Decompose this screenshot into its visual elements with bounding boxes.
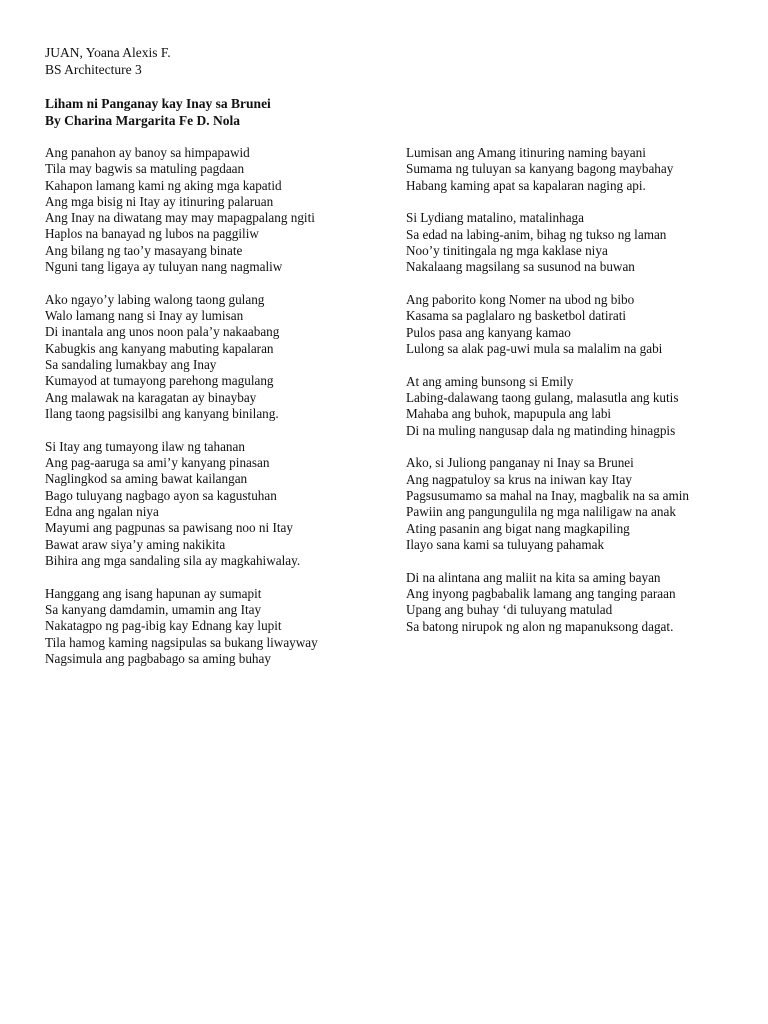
poem-line: Sa sandaling lumakbay ang Inay — [45, 357, 217, 373]
poem-line: Ang panahon ay banoy sa himpapawid — [45, 145, 250, 160]
stanza — [406, 570, 689, 635]
poem-line: Nagsimula ang pagbabago sa aming buhay — [45, 650, 271, 666]
poem-line: Ang malawak na karagatan ay binaybay — [45, 389, 257, 405]
poem-line: Lulong sa alak pag-uwi mula sa malalim na gabi — [406, 340, 663, 356]
poem-line: Si Lydiang matalino, matalinhaga — [406, 210, 584, 226]
poem-line: Hanggang ang isang hapunan ay sumapit — [45, 585, 262, 601]
poem-line: Ang mga bisig ni Itay ay itinuring palaruan — [45, 193, 274, 209]
poem-line: Pulos pasa ang kanyang kamao — [406, 324, 571, 340]
poem-line: Kabugkis ang kanyang mabuting kapalaran — [45, 340, 274, 356]
poem-line: Kumayod at tumayong parehong magulang — [45, 373, 274, 389]
stanza — [406, 374, 689, 439]
stanza — [406, 292, 689, 357]
poem-byline: By Charina Margarita Fe D. Nola — [45, 112, 240, 128]
poem-line: Bago tuluyang nagbago ayon sa kagustuhan — [45, 487, 277, 503]
poem-line: Ako, si Juliong panganay ni Inay sa Brunei — [406, 455, 634, 471]
poem-line: Habang kaming apat sa kapalaran naging api. — [406, 177, 646, 193]
poem-line: Ang nagpatuloy sa krus na iniwan kay Itay — [406, 471, 632, 487]
poem-line: Nguni tang ligaya ay tuluyan nang nagmaliw — [45, 259, 283, 275]
stanza — [45, 586, 318, 667]
poem-column-right — [406, 145, 689, 651]
poem-line: Si Itay ang tumayong ilaw ng tahanan — [45, 438, 245, 454]
title-block — [45, 96, 271, 129]
poem-line: Labing-dalawang taong gulang, malasutla ang kutis — [406, 390, 679, 406]
poem-line: Mahaba ang buhok, mapupula ang labi — [406, 406, 612, 422]
poem-column-left — [45, 145, 318, 684]
poem-line: Ang inyong pagbabalik lamang ang tanging paraan — [406, 586, 676, 602]
stanza — [406, 145, 689, 194]
poem-line: Ilayo sana kami sa tuluyang pahamak — [406, 536, 605, 552]
poem-line: Di inantala ang unos noon pala’y nakaabang — [45, 324, 280, 340]
poem-line: Haplos na banayad ng lubos na paggiliw — [45, 226, 259, 242]
poem-line: Mayumi ang pagpunas sa pawisang noo ni Itay — [45, 520, 293, 536]
poem-line: Ang paborito kong Nomer na ubod ng bibo — [406, 292, 635, 308]
poem-line: Tila hamog kaming nagsipulas sa bukang liwayway — [45, 634, 318, 650]
poem-line: Tila may bagwis sa matuling pagdaan — [45, 161, 245, 177]
poem-line: Ang Inay na diwatang may may mapagpalang ngiti — [45, 210, 315, 226]
poem-line: Kahapon lamang kami ng aking mga kapatid — [45, 177, 282, 193]
poem-line: Lumisan ang Amang itinuring naming bayani — [406, 145, 646, 160]
poem-line: Ating pasanin ang bigat nang magkapiling — [406, 520, 630, 536]
author-name: JUAN, Yoana Alexis F. — [45, 45, 171, 60]
poem-line: Walo lamang nang si Inay ay lumisan — [45, 308, 244, 324]
poem-line: Nakalaang magsilang sa susunod na buwan — [406, 259, 635, 275]
poem-line: Noo’y tinitingala ng mga kaklase niya — [406, 242, 608, 258]
course-name: BS Architecture 3 — [45, 61, 142, 77]
stanza — [45, 145, 318, 275]
poem-line: Nakatagpo ng pag-ibig kay Ednang kay lupit — [45, 618, 282, 634]
poem-line: Ang pag-aaruga sa ami’y kanyang pinasan — [45, 455, 270, 471]
poem-title: Liham ni Panganay kay Inay sa Brunei — [45, 96, 271, 111]
poem-line: Bihira ang mga sandaling sila ay magkahiwalay. — [45, 552, 301, 568]
poem-line: Ilang taong pagsisilbi ang kanyang binilang. — [45, 405, 279, 421]
poem-line: Di na alintana ang maliit na kita sa aming bayan — [406, 569, 661, 585]
poem-line: Sa kanyang damdamin, umamin ang Itay — [45, 601, 262, 617]
stanza — [406, 455, 689, 553]
poem-line: Sa edad na labing-anim, bihag ng tukso ng laman — [406, 226, 667, 242]
poem-line: Pawiin ang pangungulila ng mga naliligaw na anak — [406, 504, 676, 520]
document-header — [45, 45, 171, 78]
poem-line: Ang bilang ng tao’y masayang binate — [45, 242, 243, 258]
poem-line: At ang aming bunsong si Emily — [406, 373, 574, 389]
poem-line: Bawat araw siya’y aming nakikita — [45, 536, 226, 552]
stanza — [406, 210, 689, 275]
poem-line: Pagsusumamo sa mahal na Inay, magbalik na sa amin — [406, 488, 689, 504]
poem-line: Di na muling nangusap dala ng matinding hinagpis — [406, 422, 676, 438]
stanza — [45, 292, 318, 422]
poem-line: Edna ang ngalan niya — [45, 503, 159, 519]
poem-line: Sumama ng tuluyan sa kanyang bagong maybahay — [406, 161, 674, 177]
poem-line: Upang ang buhay ‘di tuluyang matulad — [406, 602, 613, 618]
poem-line: Naglingkod sa aming bawat kailangan — [45, 471, 248, 487]
poem-line: Kasama sa paglalaro ng basketbol datirati — [406, 308, 627, 324]
poem-line: Ako ngayo’y labing walong taong gulang — [45, 291, 265, 307]
stanza — [45, 439, 318, 569]
poem-line: Sa batong nirupok ng alon ng mapanuksong dagat. — [406, 618, 674, 634]
